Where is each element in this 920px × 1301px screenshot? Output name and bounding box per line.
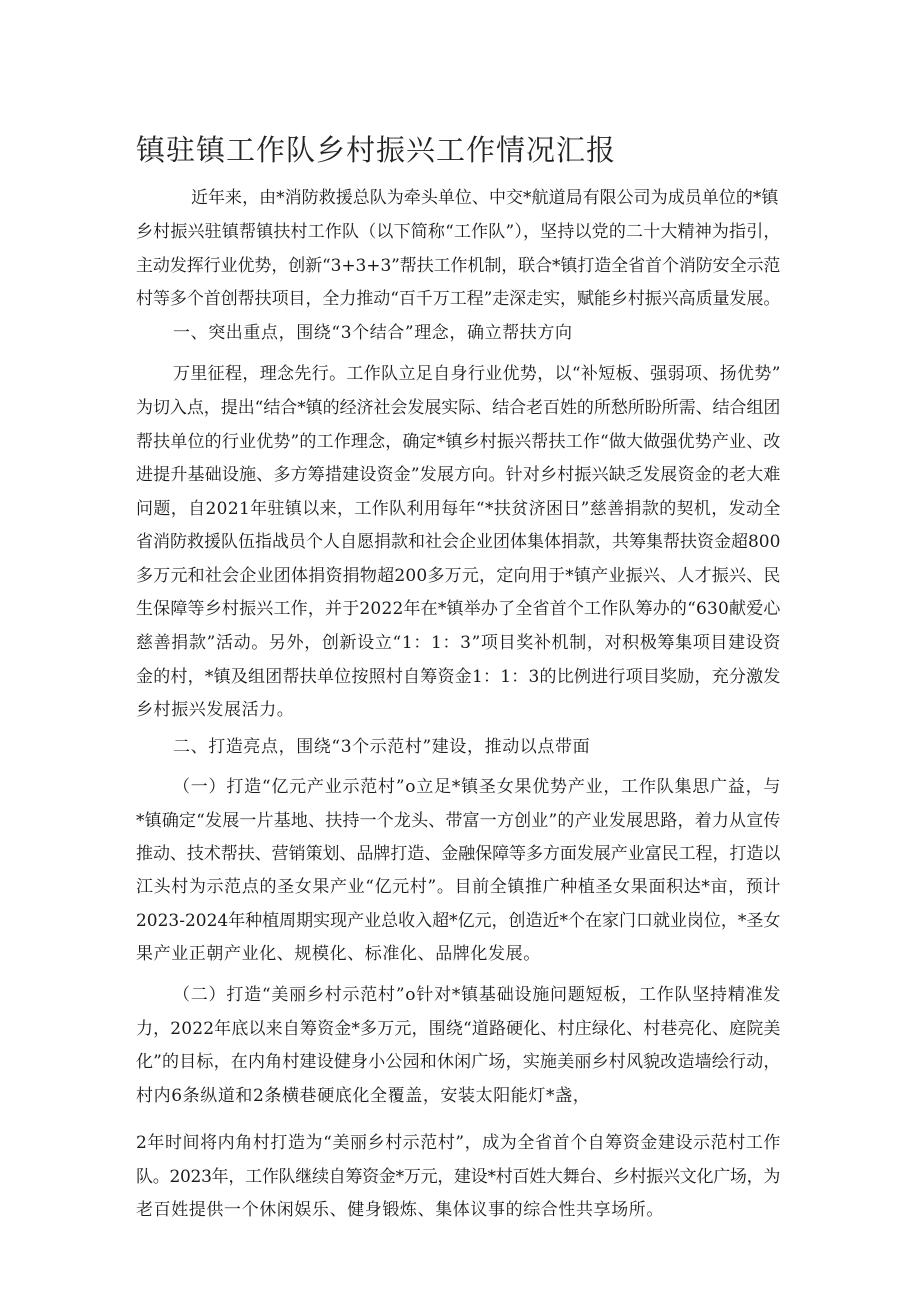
paragraph-line: *镇确定“发展一片基地、扶持一个龙头、带富一方创业”的产业发展思路，着力从宣传 [136,811,781,831]
paragraph-line: 金的村，*镇及组团帮扶单位按照村自筹资金1：1：3的比例进行项目奖励，充分激发 [136,667,781,687]
paragraph-line: 帮扶单位的行业优势”的工作理念，确定*镇乡村振兴帮扶工作“做大做强优势产业、改 [136,432,781,452]
paragraph-line: 化”的目标，在内角村建设健身小公园和休闲广场，实施美丽乡村风貌改造墙绘行动， [136,1052,781,1072]
paragraph-line: 队。2023年，工作队继续自筹资金*万元，建设*村百姓大舞台、乡村振兴文化广场，为 [136,1167,781,1187]
paragraph-line: 省消防救援队伍指战员个人自愿捐款和社会企业团体集体捐款，共筹集帮扶资金超800 [136,532,781,552]
paragraph-line: 万里征程，理念先行。工作队立足自身行业优势，以“补短板、强弱项、扬优势” [173,364,781,384]
paragraph-line: 老百姓提供一个休闲娱乐、健身锻炼、集体议事的综合性共享场所。 [136,1200,664,1220]
paragraph-line: 力，2022年底以来自筹资金*多万元，围绕“道路硬化、村庄绿化、村巷亮化、庭院美 [136,1019,781,1039]
paragraph-line: 生保障等乡村振兴工作，并于2022年在*镇举办了全省首个工作队筹办的“630献爱心 [136,599,781,619]
paragraph-line: 主动发挥行业优势，创新“3+3+3”帮扶工作机制，联合*镇打造全省首个消防安全示范 [136,256,781,276]
paragraph-line: 村等多个首创帮扶项目，全力推动“百千万工程”走深走实，赋能乡村振兴高质量发展。 [136,289,781,309]
paragraph-line: 2023-2024年种植周期实现产业总收入超*亿元，创造近*个在家门口就业岗位，*圣女 [136,911,781,931]
paragraph-line: 果产业正朝产业化、规模化、标准化、品牌化发展。 [136,944,541,964]
paragraph-line: （二）打造“美丽乡村示范村”o针对*镇基础设施问题短板，工作队坚持精准发 [173,985,782,1005]
paragraph-line: 乡村振兴驻镇帮镇扶村工作队（以下简称“工作队”），坚持以党的二十大精神为指引， [136,222,781,242]
paragraph-line: 乡村振兴发展活力。 [136,700,295,720]
paragraph-line: 2年时间将内角村打造为“美丽乡村示范村”，成为全省首个自筹资金建设示范村工作 [136,1133,781,1153]
paragraph-line: 村内6条纵道和2条横巷硬底化全覆盖，安装太阳能灯*盏， [136,1086,591,1106]
section-heading: 一、突出重点，围绕“3个结合”理念，确立帮扶方向 [173,323,573,343]
paragraph-line: 问题，自2021年驻镇以来，工作队利用每年“*扶贫济困日”慈善捐款的契机，发动全 [136,499,781,519]
paragraph-line: （一）打造“亿元产业示范村”o立足*镇圣女果优势产业，工作队集思广益，与 [173,777,782,797]
document-title: 镇驻镇工作队乡村振兴工作情况汇报 [136,133,617,167]
section-heading: 二、打造亮点，围绕“3个示范村”建设，推动以点带面 [173,737,591,757]
paragraph-line: 推动、技术帮扶、营销策划、品牌打造、金融保障等多方面发展产业富民工程，打造以 [136,844,781,864]
paragraph-line: 为切入点，提出“结合*镇的经济社会发展实际、结合老百姓的所愁所盼所需、结合组团 [136,398,781,418]
paragraph-line: 多万元和社会企业团体捐资捐物超200多万元，定向用于*镇产业振兴、人才振兴、民 [136,566,781,586]
paragraph-line: 慈善捐款”活动。另外，创新设立“1：1：3”项目奖补机制，对积极筹集项目建设资 [136,633,782,653]
paragraph-line: 近年来，由*消防救援总队为牵头单位、中交*航道局有限公司为成员单位的*镇 [191,188,779,208]
paragraph-line: 进提升基础设施、多方筹措建设资金”发展方向。针对乡村振兴缺乏发展资金的老大难 [136,465,781,485]
paragraph-line: 江头村为示范点的圣女果产业“亿元村”。目前全镇推广种植圣女果面积达*亩，预计 [136,877,782,897]
